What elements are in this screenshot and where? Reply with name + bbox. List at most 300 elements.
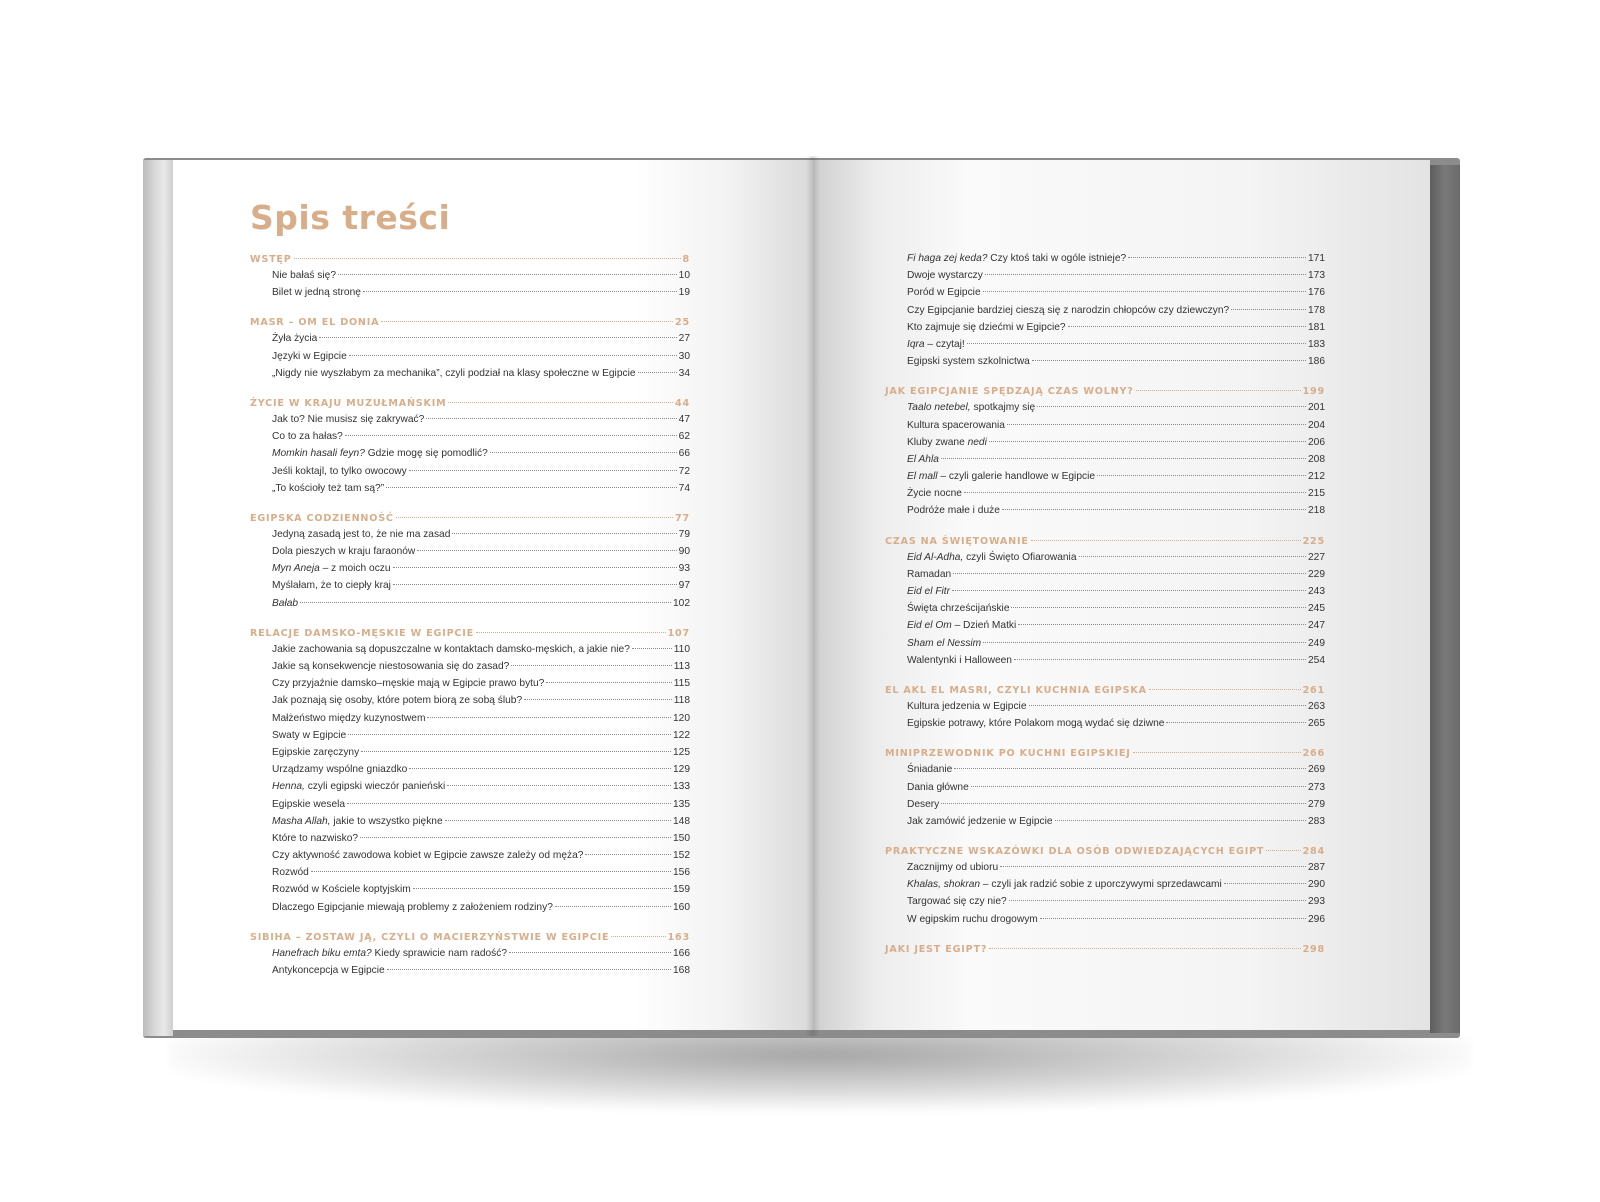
dot-leader	[413, 888, 671, 889]
toc-label-text: Egipskie zaręczyny	[272, 746, 360, 758]
toc-label	[907, 600, 1009, 617]
toc-label	[272, 692, 522, 709]
dot-leader	[1128, 257, 1306, 258]
toc-section[interactable]	[885, 683, 1325, 698]
toc-label-text: Walentynki i Halloween	[907, 654, 1012, 666]
toc-label	[272, 428, 343, 445]
toc-label-text: Kluby zwane	[907, 436, 968, 448]
page-number: 229	[1308, 568, 1325, 580]
dot-leader	[954, 768, 1306, 769]
dot-leader	[983, 291, 1306, 292]
toc-entry[interactable]	[885, 267, 1325, 284]
toc-entry[interactable]	[885, 319, 1325, 336]
toc-entry[interactable]	[250, 778, 690, 795]
toc-label-text: EGIPSKA CODZIENNOŚĆ	[250, 512, 394, 524]
page-number: 212	[1308, 471, 1325, 483]
dot-leader	[427, 717, 671, 718]
page-number: 110	[673, 643, 690, 655]
dot-leader	[555, 906, 671, 907]
toc-entry[interactable]	[885, 911, 1325, 928]
toc-entry[interactable]	[250, 560, 690, 577]
toc-label-text: Urządzamy wspólne gniazdko	[272, 764, 408, 776]
dot-leader	[1266, 850, 1300, 851]
page-number: 273	[1308, 781, 1325, 793]
toc-label-text: PRAKTYCZNE WSKAZÓWKI DLA OSÓB ODWIEDZAJĄCYCH EGIPT	[885, 846, 1265, 858]
toc-section[interactable]	[250, 511, 690, 526]
toc-label-italic: nedi	[967, 436, 987, 448]
dot-leader	[989, 441, 1306, 442]
toc-label-text: Które to nazwisko?	[272, 832, 359, 844]
toc-section[interactable]	[250, 930, 690, 945]
toc-label-text: „To kościoły też tam są?”	[272, 482, 385, 494]
toc-label-text: EL AKL EL MASRI, CZYLI KUCHNIA EGIPSKA	[885, 684, 1147, 696]
toc-entry[interactable]	[250, 864, 690, 881]
dot-leader	[393, 567, 677, 568]
toc-label	[272, 658, 509, 675]
page-number: 263	[1308, 700, 1325, 712]
page-number: 166	[673, 947, 690, 959]
toc-label	[907, 859, 998, 876]
toc-label	[907, 451, 939, 468]
toc-label-text: WSTĘP	[250, 254, 292, 265]
dot-leader	[1097, 475, 1306, 476]
toc-label-text: Egipskie wesela	[272, 798, 346, 810]
toc-entry[interactable]	[250, 641, 690, 658]
toc-label	[907, 583, 950, 600]
toc-entry[interactable]	[250, 543, 690, 560]
toc-entry[interactable]	[250, 675, 690, 692]
toc-label	[272, 847, 583, 864]
toc-entry[interactable]	[885, 715, 1325, 732]
toc-label-text: Zacznijmy od ubioru	[907, 862, 999, 874]
toc-label-text: Gdzie mogę się pomodlić?	[364, 448, 488, 460]
toc-label-text: – czyli galerie handlowe w Egipcie	[937, 471, 1096, 483]
toc-label-text: – czyli jak radzić sobie z uporczywymi sprzedawcami	[980, 879, 1222, 891]
dot-leader	[360, 837, 671, 838]
toc-left-column	[250, 252, 690, 979]
toc-label-text: Czy aktywność zawodowa kobiet w Egipcie zawsze zależy od męża?	[272, 850, 584, 862]
page-number: 283	[1308, 815, 1325, 827]
toc-label	[907, 876, 1222, 893]
toc-entry[interactable]	[885, 813, 1325, 830]
toc-label-italic: Fi haga zej keda?	[907, 253, 988, 264]
toc-label-text: Myślałam, że to ciepły kraj	[272, 580, 391, 592]
toc-section[interactable]	[250, 252, 690, 267]
toc-entry[interactable]	[885, 698, 1325, 715]
toc-entry[interactable]	[250, 847, 690, 864]
page-number: 79	[678, 528, 690, 540]
dot-leader	[338, 274, 677, 275]
toc-entry[interactable]	[885, 566, 1325, 583]
toc-label-text: Święta chrześcijańskie	[907, 603, 1010, 615]
dot-leader	[1040, 918, 1306, 919]
toc-entry[interactable]	[885, 399, 1325, 416]
toc-label	[907, 796, 939, 813]
toc-label-text: spotkajmy się	[970, 402, 1036, 414]
toc-label-text: JAK EGIPCJANIE SPĘDZAJĄ CZAS WOLNY?	[885, 386, 1134, 398]
toc-entry[interactable]	[885, 761, 1325, 778]
toc-label	[885, 683, 1147, 698]
toc-entry[interactable]	[250, 710, 690, 727]
toc-label	[272, 778, 445, 795]
toc-label-italic: Eid el Fitr	[907, 586, 951, 597]
toc-entry[interactable]	[885, 893, 1325, 910]
toc-label	[272, 480, 384, 497]
page-number: 129	[673, 764, 690, 776]
page-number: 19	[678, 287, 690, 299]
dot-leader	[967, 343, 1306, 344]
toc-label	[272, 710, 425, 727]
toc-entry[interactable]	[250, 830, 690, 847]
toc-label	[250, 930, 609, 945]
toc-entry[interactable]	[885, 876, 1325, 893]
toc-entry[interactable]	[250, 365, 690, 382]
toc-label	[272, 796, 345, 813]
toc-entry[interactable]	[250, 796, 690, 813]
toc-entry[interactable]	[885, 485, 1325, 502]
page-number: 168	[673, 965, 690, 976]
page-number: 152	[673, 850, 690, 862]
toc-label-italic: Myn Aneja	[272, 563, 320, 575]
toc-label	[272, 675, 544, 692]
toc-entry[interactable]	[250, 526, 690, 543]
page-number: 171	[1308, 253, 1325, 264]
toc-label-text: – Dzień Matki	[951, 620, 1017, 632]
page-number: 243	[1308, 586, 1325, 597]
page-number: 159	[673, 884, 690, 896]
toc-entry[interactable]	[250, 577, 690, 594]
toc-label-text: Życie nocne	[907, 488, 962, 500]
page-number: 206	[1308, 436, 1325, 448]
dot-leader	[1018, 624, 1306, 625]
toc-label	[907, 302, 1229, 319]
toc-label-text: Śniadanie	[907, 764, 953, 776]
toc-section[interactable]	[250, 396, 690, 411]
toc-label-italic: Hanefrach biku emta?	[272, 947, 372, 959]
toc-entry[interactable]	[250, 727, 690, 744]
toc-section[interactable]	[885, 534, 1325, 549]
toc-label	[907, 549, 1077, 566]
dot-leader	[1231, 309, 1306, 310]
toc-label-text: JAKI JEST EGIPT?	[885, 943, 988, 955]
page-number: 133	[673, 781, 690, 793]
toc-entry[interactable]	[250, 463, 690, 480]
page-number: 93	[678, 563, 690, 575]
dot-leader	[511, 665, 671, 666]
toc-label-text: czyli egipski wieczór panieński	[304, 781, 446, 793]
dot-leader	[941, 803, 1306, 804]
dot-leader	[393, 584, 677, 585]
toc-label	[272, 962, 385, 979]
toc-label	[907, 399, 1035, 416]
cover-right-edge	[1430, 165, 1460, 1033]
dot-leader	[490, 452, 677, 453]
dot-leader	[971, 786, 1306, 787]
toc-entry[interactable]	[250, 284, 690, 301]
dot-leader	[381, 321, 673, 322]
toc-label	[272, 445, 488, 462]
toc-label-text: Jak poznają się osoby, które potem biorą ze sobą ślub?	[272, 695, 523, 707]
toc-label	[907, 319, 1066, 336]
dot-leader	[448, 402, 673, 403]
dot-leader	[294, 258, 681, 259]
page-number: 265	[1308, 718, 1325, 730]
dot-leader	[349, 355, 677, 356]
dot-leader	[1136, 390, 1301, 391]
toc-entry[interactable]	[250, 692, 690, 709]
toc-label-text: Dwoje wystarczy	[907, 270, 983, 282]
toc-label	[272, 945, 507, 962]
dot-leader	[347, 803, 671, 804]
toc-label	[907, 267, 983, 284]
toc-label-text: Małżeństwo między kuzynostwem	[272, 712, 426, 724]
toc-entry[interactable]	[885, 468, 1325, 485]
toc-label-text: Kiedy sprawicie nam radość?	[371, 947, 507, 959]
toc-entry[interactable]	[250, 445, 690, 462]
toc-label-italic: El Ahla	[907, 453, 939, 465]
toc-label	[907, 893, 1007, 910]
toc-label	[907, 284, 981, 301]
page-number: 293	[1308, 896, 1325, 908]
toc-entry[interactable]	[885, 284, 1325, 301]
toc-label-text: czyli Święto Ofiarowania	[963, 551, 1077, 563]
dot-leader	[447, 785, 671, 786]
toc-entry[interactable]	[885, 336, 1325, 353]
dot-leader	[632, 648, 672, 649]
dot-leader	[1079, 556, 1307, 557]
toc-label	[907, 779, 969, 796]
toc-label-text: Dlaczego Egipcjanie miewają problemy z założeniem rodziny?	[272, 901, 553, 913]
toc-entry[interactable]	[250, 267, 690, 284]
page-number: 102	[673, 597, 690, 609]
toc-entry[interactable]	[250, 595, 690, 612]
toc-label-text: Rozwód	[272, 867, 309, 879]
toc-label-text: Jeśli koktajl, to tylko owocowy	[272, 465, 407, 477]
toc-section[interactable]	[885, 844, 1325, 859]
toc-label	[907, 617, 1016, 634]
dot-leader	[983, 642, 1306, 643]
toc-entry[interactable]	[250, 411, 690, 428]
toc-label-text: Czy przyjaźnie damsko–męskie mają w Egipcie prawo bytu?	[272, 678, 545, 690]
toc-label-italic: Iqra	[907, 338, 925, 350]
toc-label-text: jakie to wszystko piękne	[330, 815, 443, 827]
page-number: 115	[673, 678, 690, 690]
page-number: 156	[673, 867, 690, 879]
toc-entry[interactable]	[885, 434, 1325, 451]
toc-entry[interactable]	[250, 658, 690, 675]
toc-section[interactable]	[250, 626, 690, 641]
toc-label	[907, 566, 951, 583]
toc-entry[interactable]	[250, 330, 690, 347]
toc-label-italic: Eid el Om	[907, 620, 952, 632]
page-number: 125	[673, 746, 690, 758]
toc-label	[250, 252, 292, 267]
toc-label-text: Egipskie potrawy, które Polakom mogą wydać się dziwne	[907, 718, 1165, 730]
dot-leader	[1000, 866, 1306, 867]
dot-leader	[611, 936, 665, 937]
page-number: 163	[667, 931, 690, 943]
toc-label-italic: Momkin hasali feyn?	[272, 448, 365, 460]
toc-entry[interactable]	[885, 549, 1325, 566]
toc-label	[907, 911, 1038, 928]
toc-label-text: Jak zamówić jedzenie w Egipcie	[907, 815, 1053, 827]
toc-label-text: RELACJE DAMSKO-MĘSKIE W EGIPCIE	[250, 627, 474, 639]
toc-entry[interactable]	[250, 899, 690, 916]
toc-label	[272, 577, 391, 594]
dot-leader	[348, 734, 671, 735]
toc-section[interactable]	[885, 746, 1325, 761]
toc-label	[907, 813, 1053, 830]
toc-label-text: Ramadan	[907, 568, 952, 580]
page-number: 176	[1308, 287, 1325, 299]
toc-entry[interactable]	[885, 635, 1325, 652]
page-number: 218	[1308, 505, 1325, 517]
page-number: 150	[673, 832, 690, 844]
toc-label	[272, 641, 630, 658]
toc-label-text: Desery	[907, 798, 940, 810]
toc-label-italic: Khalas, shokran	[907, 879, 981, 891]
toc-entry[interactable]	[885, 250, 1325, 267]
toc-label-text: Dania główne	[907, 781, 969, 793]
page-number: 77	[675, 512, 690, 524]
toc-entry[interactable]	[250, 348, 690, 365]
page-number: 208	[1308, 453, 1325, 465]
toc-label	[272, 595, 298, 612]
toc-label	[272, 813, 443, 830]
dot-leader	[989, 948, 1300, 949]
toc-label-text: W egipskim ruchu drogowym	[907, 913, 1038, 925]
toc-entry[interactable]	[885, 617, 1325, 634]
toc-entry[interactable]	[250, 480, 690, 497]
page-number: 227	[1308, 551, 1325, 563]
page-number: 107	[667, 627, 690, 639]
toc-label-text: Jak to? Nie musisz się zakrywać?	[272, 413, 425, 425]
toc-label-text: „Nigdy nie wyszłabym za mechanika”, czyli podział na klasy społeczne w Egipcie	[272, 367, 636, 379]
toc-entry[interactable]	[885, 502, 1325, 519]
page-number: 62	[678, 431, 690, 443]
toc-entry[interactable]	[250, 813, 690, 830]
toc-entry[interactable]	[885, 600, 1325, 617]
toc-label	[885, 384, 1134, 399]
cover-left-edge	[143, 160, 173, 1036]
toc-entry[interactable]	[250, 428, 690, 445]
dot-leader	[1166, 722, 1306, 723]
page-number: 122	[673, 729, 690, 741]
dot-leader	[409, 470, 677, 471]
toc-label-text: Żyła życia	[272, 333, 318, 345]
toc-section[interactable]	[250, 315, 690, 330]
page-number: 215	[1308, 488, 1325, 500]
toc-label	[907, 434, 987, 451]
page-number: 266	[1302, 748, 1325, 760]
page-number: 284	[1302, 846, 1325, 858]
dot-leader	[409, 768, 671, 769]
dot-leader	[1031, 540, 1301, 541]
page-number: 225	[1302, 535, 1325, 547]
toc-section[interactable]	[885, 942, 1325, 957]
toc-label-text: ŻYCIE W KRAJU MUZUŁMAŃSKIM	[250, 397, 447, 409]
toc-entry[interactable]	[250, 945, 690, 962]
toc-label-text: Egipski system szkolnictwa	[907, 356, 1030, 368]
toc-label	[907, 417, 1005, 434]
page-number: 201	[1308, 402, 1325, 414]
dot-leader	[509, 952, 671, 953]
toc-label	[250, 396, 446, 411]
toc-section[interactable]	[885, 384, 1325, 399]
toc-entry[interactable]	[885, 796, 1325, 813]
dot-leader	[1133, 752, 1301, 753]
toc-label	[907, 336, 965, 353]
page-number: 204	[1308, 419, 1325, 431]
dot-leader	[1224, 883, 1306, 884]
toc-label-text: Jakie są konsekwencje niestosowania się do zasad?	[272, 661, 510, 672]
page-number: 66	[678, 448, 690, 460]
toc-label-text: Języki w Egipcie	[272, 350, 347, 362]
dot-leader	[1032, 360, 1306, 361]
toc-label-text: Kultura jedzenia w Egipcie	[907, 700, 1027, 712]
toc-label	[907, 468, 1095, 485]
toc-label-text: Dola pieszych w kraju faraonów	[272, 546, 416, 558]
toc-label	[272, 348, 347, 365]
dot-leader	[300, 602, 671, 603]
toc-label-text: Poród w Egipcie	[907, 287, 981, 299]
toc-label-text: Rozwód w Kościele koptyjskim	[272, 884, 411, 896]
toc-label-text: Targować się czy nie?	[907, 896, 1007, 908]
toc-entry[interactable]	[885, 859, 1325, 876]
page-title: Spis treści	[250, 198, 451, 237]
toc-entry[interactable]	[250, 761, 690, 778]
toc-entry[interactable]	[885, 353, 1325, 370]
toc-label	[272, 864, 309, 881]
toc-entry[interactable]	[250, 881, 690, 898]
toc-entry[interactable]	[885, 779, 1325, 796]
toc-entry[interactable]	[885, 417, 1325, 434]
toc-entry[interactable]	[885, 451, 1325, 468]
page-number: 247	[1308, 620, 1325, 632]
toc-entry[interactable]	[885, 583, 1325, 600]
dot-leader	[345, 435, 677, 436]
toc-label-italic: Masha Allah,	[272, 815, 331, 827]
toc-entry[interactable]	[885, 652, 1325, 669]
page-number: 199	[1302, 386, 1325, 398]
toc-label	[272, 727, 346, 744]
toc-label-text: CZAS NA ŚWIĘTOWANIE	[885, 535, 1029, 547]
toc-label	[885, 534, 1029, 549]
toc-label	[907, 715, 1164, 732]
toc-label-italic: El mall	[907, 471, 938, 483]
page-number: 287	[1308, 862, 1325, 874]
page-number: 90	[678, 546, 690, 558]
toc-label	[272, 899, 553, 916]
dot-leader	[941, 458, 1306, 459]
toc-label	[250, 315, 379, 330]
toc-label	[907, 761, 952, 778]
page-number: 183	[1308, 338, 1325, 350]
toc-label-text: Nie bałaś się?	[272, 270, 336, 281]
toc-entry[interactable]	[250, 962, 690, 979]
toc-entry[interactable]	[250, 744, 690, 761]
toc-label	[272, 761, 407, 778]
toc-label	[250, 626, 474, 641]
toc-label	[272, 560, 391, 577]
toc-label	[272, 543, 415, 560]
toc-entry[interactable]	[885, 302, 1325, 319]
page-number: 72	[678, 465, 690, 477]
page-number: 8	[682, 254, 690, 265]
toc-label-text: MASR – OM EL DONIA	[250, 317, 380, 329]
toc-label	[272, 330, 317, 347]
toc-label-text: Antykoncepcja w Egipcie	[272, 965, 385, 976]
